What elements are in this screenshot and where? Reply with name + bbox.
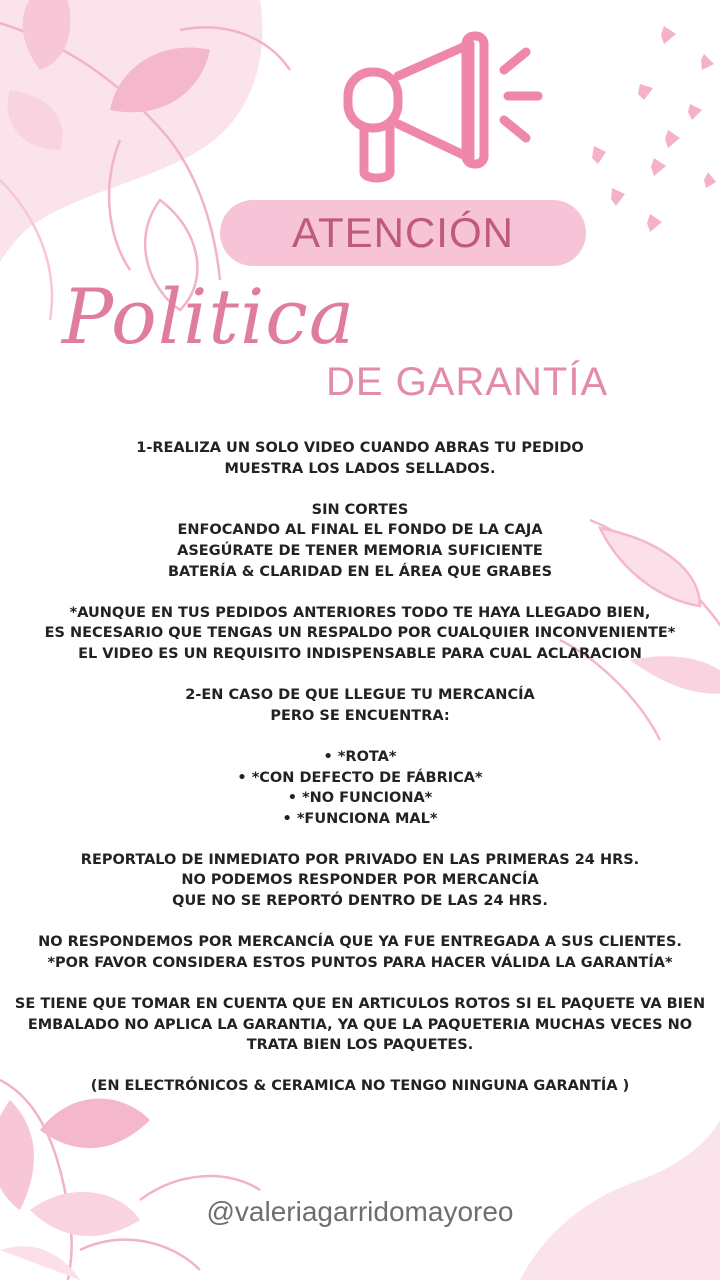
policy-line: SE TIENE QUE TOMAR EN CUENTA QUE EN ARTICULOS ROTOS SI EL PAQUETE VA BIEN [14,996,706,1013]
bullet-item: • *ROTA* [323,748,397,765]
bullet-item: • *CON DEFECTO DE FÁBRICA* [237,769,483,786]
policy-line: MUESTRA LOS LADOS SELLADOS. [224,460,496,477]
attention-label: ATENCIÓN [292,209,514,256]
policy-line: ES NECESARIO QUE TENGAS UN RESPALDO POR CUALQUIER INCONVENIENTE* [44,625,676,642]
policy-line: SIN CORTES [311,501,409,518]
warranty-subtitle: DE GARANTÍA [326,360,609,404]
policy-line: NO RESPONDEMOS POR MERCANCÍA QUE YA FUE ENTREGADA A SUS CLIENTES. [38,934,682,951]
policy-line: 2-EN CASO DE QUE LLEGUE TU MERCANCÍA [185,687,535,704]
social-handle: @valeriagarridomayoreo [206,1196,514,1227]
heart-confetti [592,26,716,232]
megaphone-icon [348,36,538,178]
policy-line: ASEGÚRATE DE TENER MEMORIA SUFICIENTE [177,542,543,559]
policy-line: QUE NO SE REPORTÓ DENTRO DE LAS 24 HRS. [172,893,548,910]
policy-line: *POR FAVOR CONSIDERA ESTOS PUNTOS PARA HACER VÁLIDA LA GARANTÍA* [47,954,673,971]
policy-line: EL VIDEO ES UN REQUISITO INDISPENSABLE PARA CUAL ACLARACION [78,645,642,662]
policy-line: BATERÍA & CLARIDAD EN EL ÁREA QUE GRABES [167,563,553,580]
bullet-item: • *FUNCIONA MAL* [282,810,438,827]
policy-line: (EN ELECTRÓNICOS & CERAMICA NO TENGO NINGUNA GARANTÍA ) [90,1078,630,1095]
bottom-left-leaf-decoration [0,1080,260,1280]
policy-body [8,438,712,1097]
policy-line: NO PODEMOS RESPONDER POR MERCANCÍA [181,872,539,889]
policy-line: 1-REALIZA UN SOLO VIDEO CUANDO ABRAS TU PEDIDO [136,440,584,456]
policy-line: ENFOCANDO AL FINAL EL FONDO DE LA CAJA [177,522,543,539]
policy-script-title: Politica [62,272,356,361]
policy-line: PERO SE ENCUENTRA: [270,707,450,724]
attention-badge [220,200,586,266]
policy-line: REPORTALO DE INMEDIATO POR PRIVADO EN LAS PRIMERAS 24 HRS. [80,851,640,868]
policy-line: EMBALADO NO APLICA LA GARANTIA, YA QUE LA PAQUETERIA MUCHAS VECES NO [27,1016,693,1033]
policy-line: *AUNQUE EN TUS PEDIDOS ANTERIORES TODO TE HAYA LLEGADO BIEN, [69,604,651,621]
bullet-item: • *NO FUNCIONA* [287,790,433,807]
policy-line: TRATA BIEN LOS PAQUETES. [246,1037,474,1054]
